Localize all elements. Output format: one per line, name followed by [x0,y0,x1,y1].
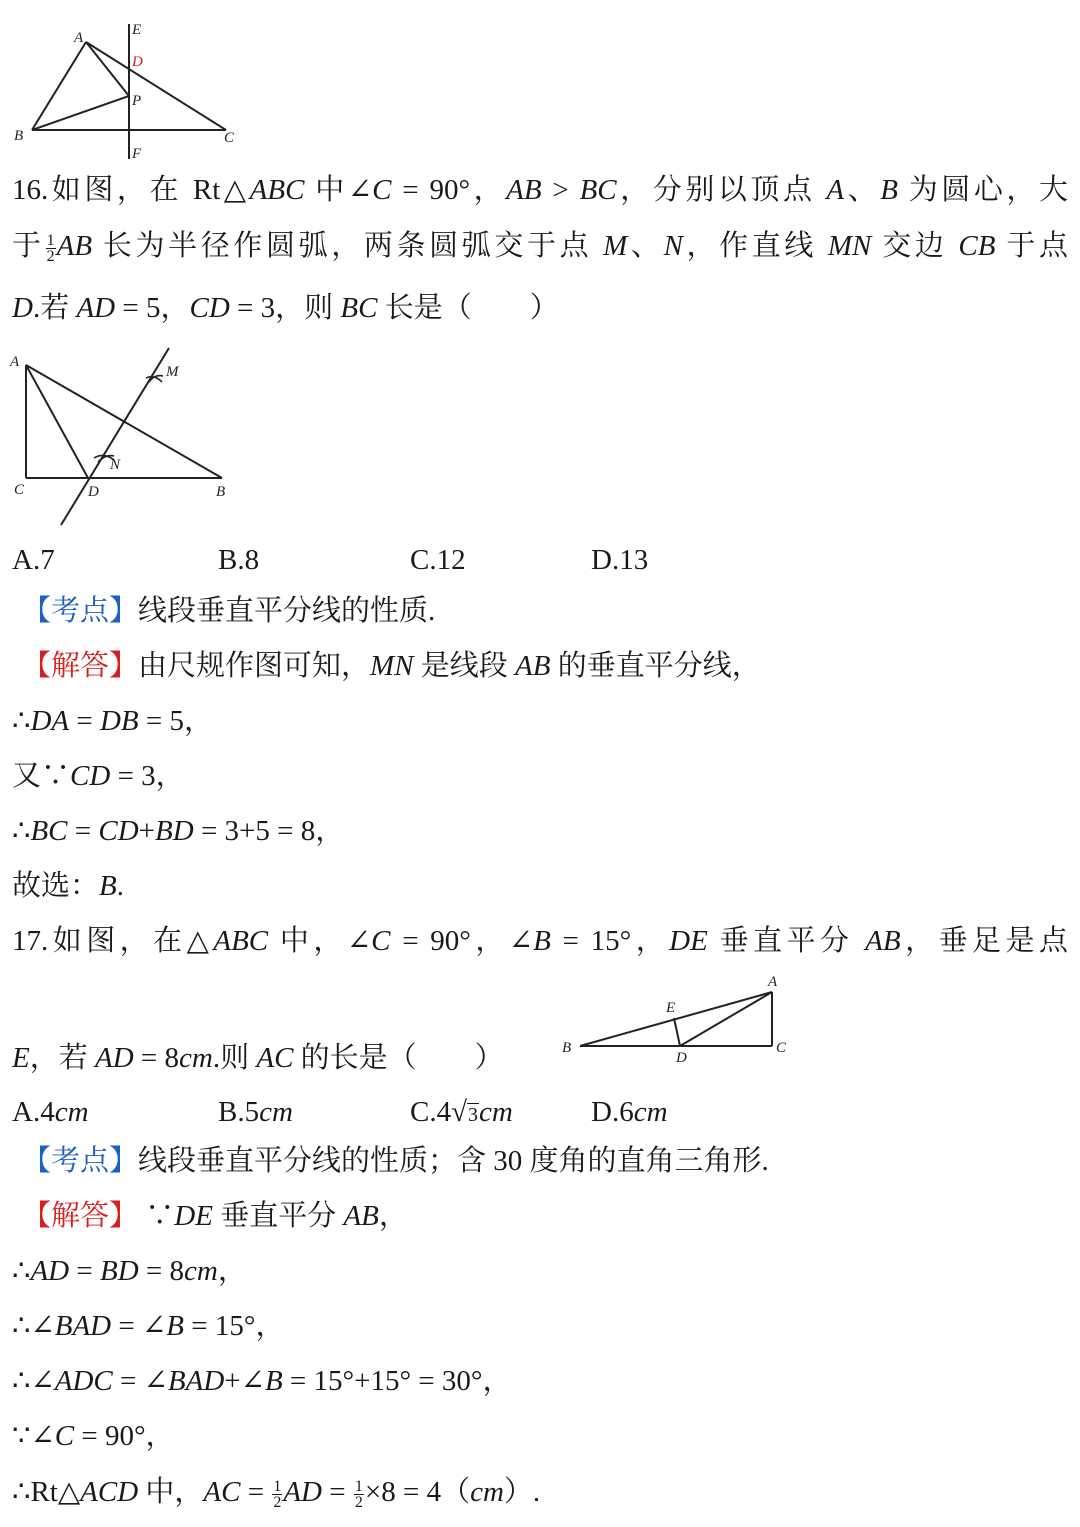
q17-step3: ∴∠ADC = ∠BAD+∠B = 15°+15° = 30°， [12,1365,512,1397]
label-d: D [676,1050,687,1066]
q16-step2: 又∵CD = 3， [12,760,185,792]
q17-kaodian: 【考点】线段垂直平分线的性质；含 30 度角的直角三角形. [22,1145,769,1177]
q16-line3: D.若 AD = 5，CD = 3，则 BC 长是（ ） [12,292,559,324]
label-d: D [88,484,99,500]
label-f: F [132,146,142,162]
figure-q16 [6,340,246,530]
q16-step4: 故选：B. [12,870,124,902]
label-b: B [562,1040,572,1056]
label-c: C [224,130,235,146]
q17-jieda: 【解答】 ∵DE 垂直平分 AB， [22,1200,408,1232]
label-e: E [666,1000,676,1016]
q16-step3: ∴BC = CD+BD = 3+5 = 8， [12,815,345,847]
label-a: A [768,974,778,990]
sqrt-symbol: √3 [451,1096,479,1128]
q17-option-a: A.4cm [12,1096,89,1128]
label-c: C [14,482,25,498]
label-b: B [216,484,226,500]
q17-step4: ∵∠C = 90°， [12,1420,175,1452]
q16-line1: 16.如图，在 Rt△ABC 中∠C = 90°，AB > BC，分别以顶点 A、B 为圆心，大 [12,174,1068,206]
label-m: M [166,364,179,380]
q17-option-d: D.6cm [591,1096,668,1128]
q17-line2: E，若 AD = 8cm.则 AC 的长是（ ） [12,1042,504,1074]
q17-option-c: C.4√3cm [410,1092,513,1135]
jieda-tag: 【解答】 [22,1200,139,1232]
kaodian-tag: 【考点】 [22,595,139,627]
q16-jieda: 【解答】由尺规作图可知，MN 是线段 AB 的垂直平分线， [22,650,761,682]
q17-line1: 17.如图，在△ABC 中，∠C = 90°，∠B = 15°，DE 垂直平分 AB，垂足是点 [12,925,1068,957]
figure-top-triangle [8,14,248,164]
fraction-half: $\frac{1}{2}$ [273,1477,282,1511]
q17-option-b: B.5cm [218,1096,293,1128]
jieda-tag: 【解答】 [22,650,139,682]
q17-step1: ∴AD = BD = 8cm， [12,1255,247,1287]
figure-q17 [556,968,796,1068]
q17-step2: ∴∠BAD = ∠B = 15°， [12,1310,285,1342]
label-e: E [132,22,142,38]
q16-option-d: D.13 [591,544,649,576]
label-p: P [132,93,142,109]
q16-step1: ∴DA = DB = 5， [12,705,214,737]
label-d: D [132,54,143,70]
q17-step5: ∴Rt△ACD 中，AC = $\frac{1}{2}$ AD = $\frac{1}{2}$ ×8 = 4（cm）. [12,1476,541,1511]
label-n: N [110,457,121,473]
label-b: B [14,128,24,144]
fraction-half: $\frac{1}{2}$ [354,1477,363,1511]
label-c: C [776,1040,787,1056]
q16-kaodian: 【考点】线段垂直平分线的性质. [22,595,436,627]
fraction-half: $\frac{1}{2}$ [46,231,55,265]
kaodian-tag: 【考点】 [22,1145,139,1177]
label-a: A [74,30,84,46]
label-a: A [10,354,20,370]
q16-option-c: C.12 [410,544,466,576]
q16-line2: 于 $\frac{1}{2}$ AB 长为半径作圆弧，两条圆弧交于点 M、N，作直线 MN 交边 CB 于点 [12,230,1068,265]
q16-option-b: B.8 [218,544,260,576]
q16-option-a: A.7 [12,544,55,576]
